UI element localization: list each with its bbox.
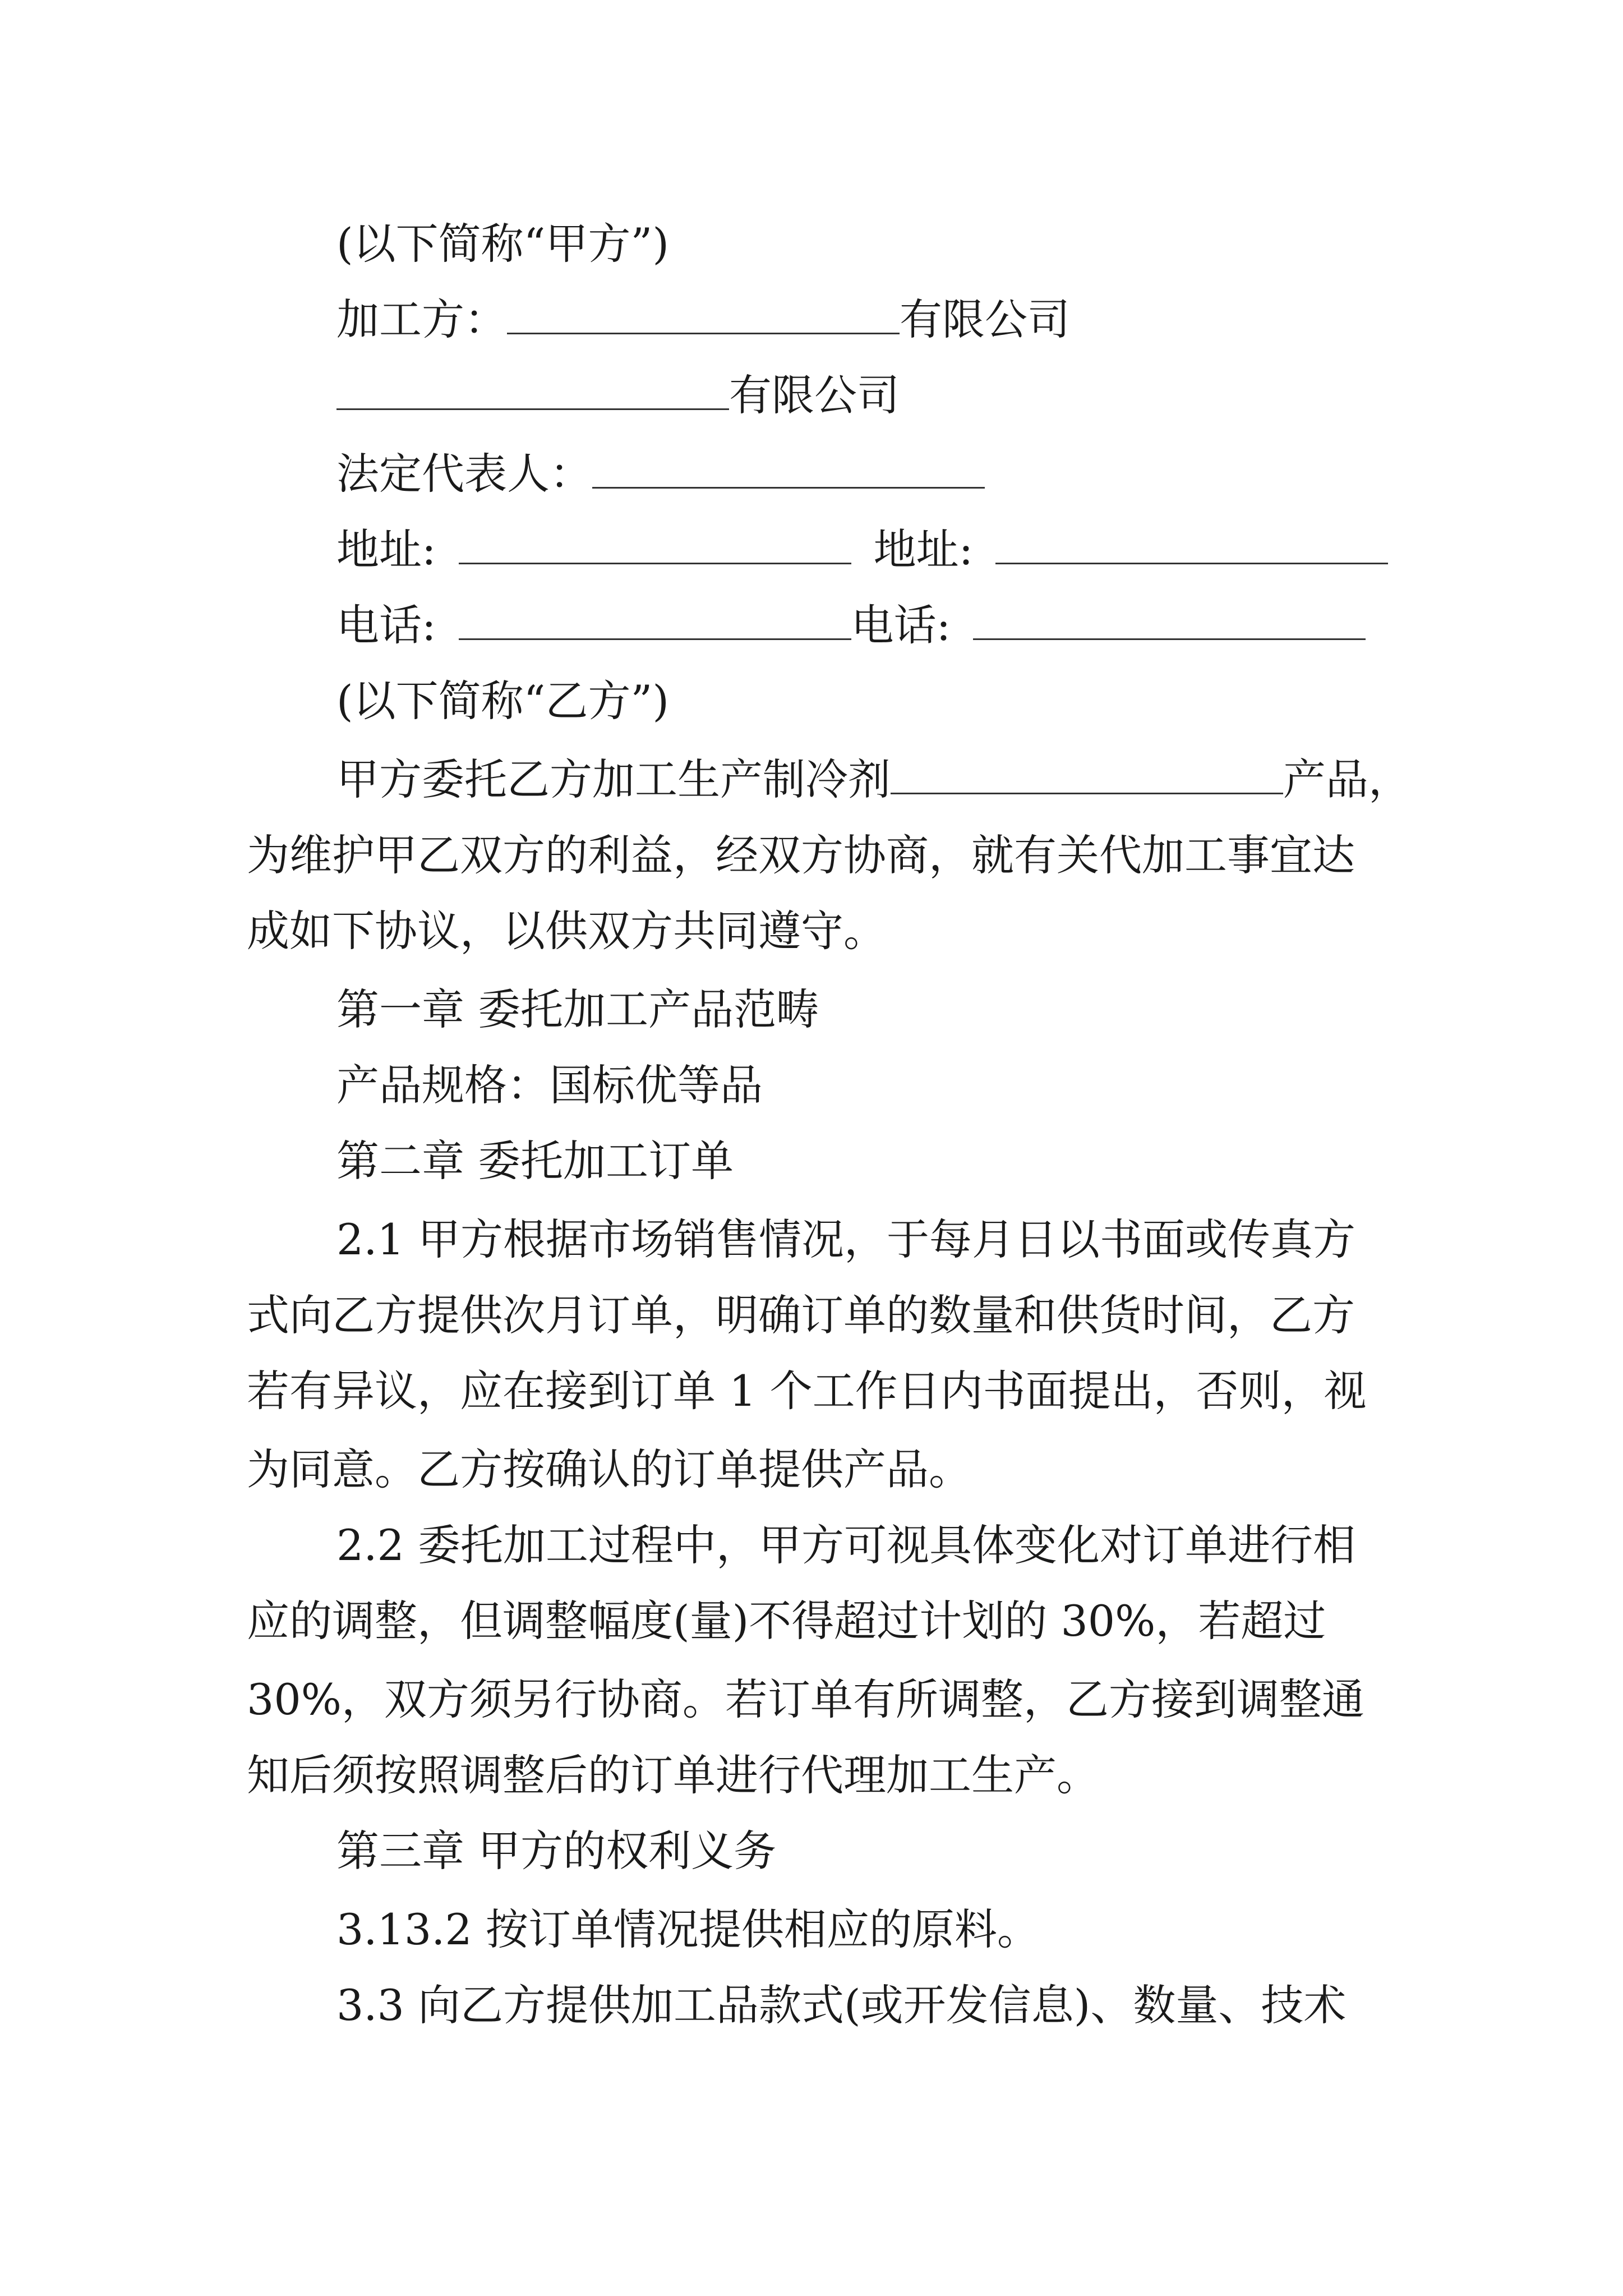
blank-field[interactable] <box>336 369 729 410</box>
legal-rep-line: 法定代表人： <box>336 446 985 502</box>
paragraph-line: 3.3 向乙方提供加工品款式(或开发信息)、数量、技术 <box>336 1980 1347 2030</box>
paragraph-line: 30%，双方须另行协商。若订单有所调整，乙方接到调整通 <box>247 1674 1364 1724</box>
paragraph-line: 为维护甲乙双方的利益，经双方协商，就有关代加工事宜达 <box>247 830 1355 880</box>
paragraph-line: 2.1 甲方根据市场销售情况，于每月日以书面或传真方 <box>336 1214 1356 1264</box>
phone-line: 电话: 电话: <box>336 597 1366 654</box>
party-b-abbrev: (以下简称“乙方”) <box>336 676 670 726</box>
paragraph-line: 若有异议，应在接到订单 1 个工作日内书面提出，否则，视 <box>247 1366 1367 1416</box>
blank-field[interactable] <box>891 753 1283 794</box>
chapter-heading: 第三章 甲方的权利义务 <box>336 1826 777 1876</box>
chapter-heading: 第二章 委托加工订单 <box>336 1136 734 1186</box>
blank-field[interactable] <box>459 523 851 564</box>
paragraph-line: 2.2 委托加工过程中，甲方可视具体变化对订单进行相 <box>336 1520 1356 1570</box>
paragraph-line: 知后须按照调整后的订单进行代理加工生产。 <box>247 1750 1099 1800</box>
chapter-heading: 第一章 委托加工产品范畴 <box>336 984 819 1034</box>
paragraph-line: 成如下协议，以供双方共同遵守。 <box>247 906 886 956</box>
paragraph-line: 3.13.2 按订单情况提供相应的原料。 <box>336 1904 1040 1954</box>
party-a-abbrev: (以下简称“甲方”) <box>336 219 670 269</box>
paragraph-line: 甲方委托乙方加工生产制冷剂 产品， <box>336 754 1411 804</box>
processor-line: 加工方： 有限公司 <box>336 295 1070 344</box>
company-line: 有限公司 <box>336 367 900 424</box>
paragraph-line: 应的调整，但调整幅度(量)不得超过计划的 30%，若超过 <box>247 1596 1326 1646</box>
blank-field[interactable] <box>995 523 1388 564</box>
paragraph-line: 为同意。乙方按确认的订单提供产品。 <box>247 1444 971 1494</box>
blank-field[interactable] <box>973 599 1366 640</box>
blank-field[interactable] <box>507 293 900 334</box>
paragraph-line: 产品规格：国标优等品 <box>336 1060 763 1110</box>
paragraph-line: 式向乙方提供次月订单，明确订单的数量和供货时间，乙方 <box>247 1290 1355 1340</box>
blank-field[interactable] <box>592 448 985 489</box>
address-line: 地址: 地址: <box>336 522 1388 578</box>
blank-field[interactable] <box>459 599 851 640</box>
